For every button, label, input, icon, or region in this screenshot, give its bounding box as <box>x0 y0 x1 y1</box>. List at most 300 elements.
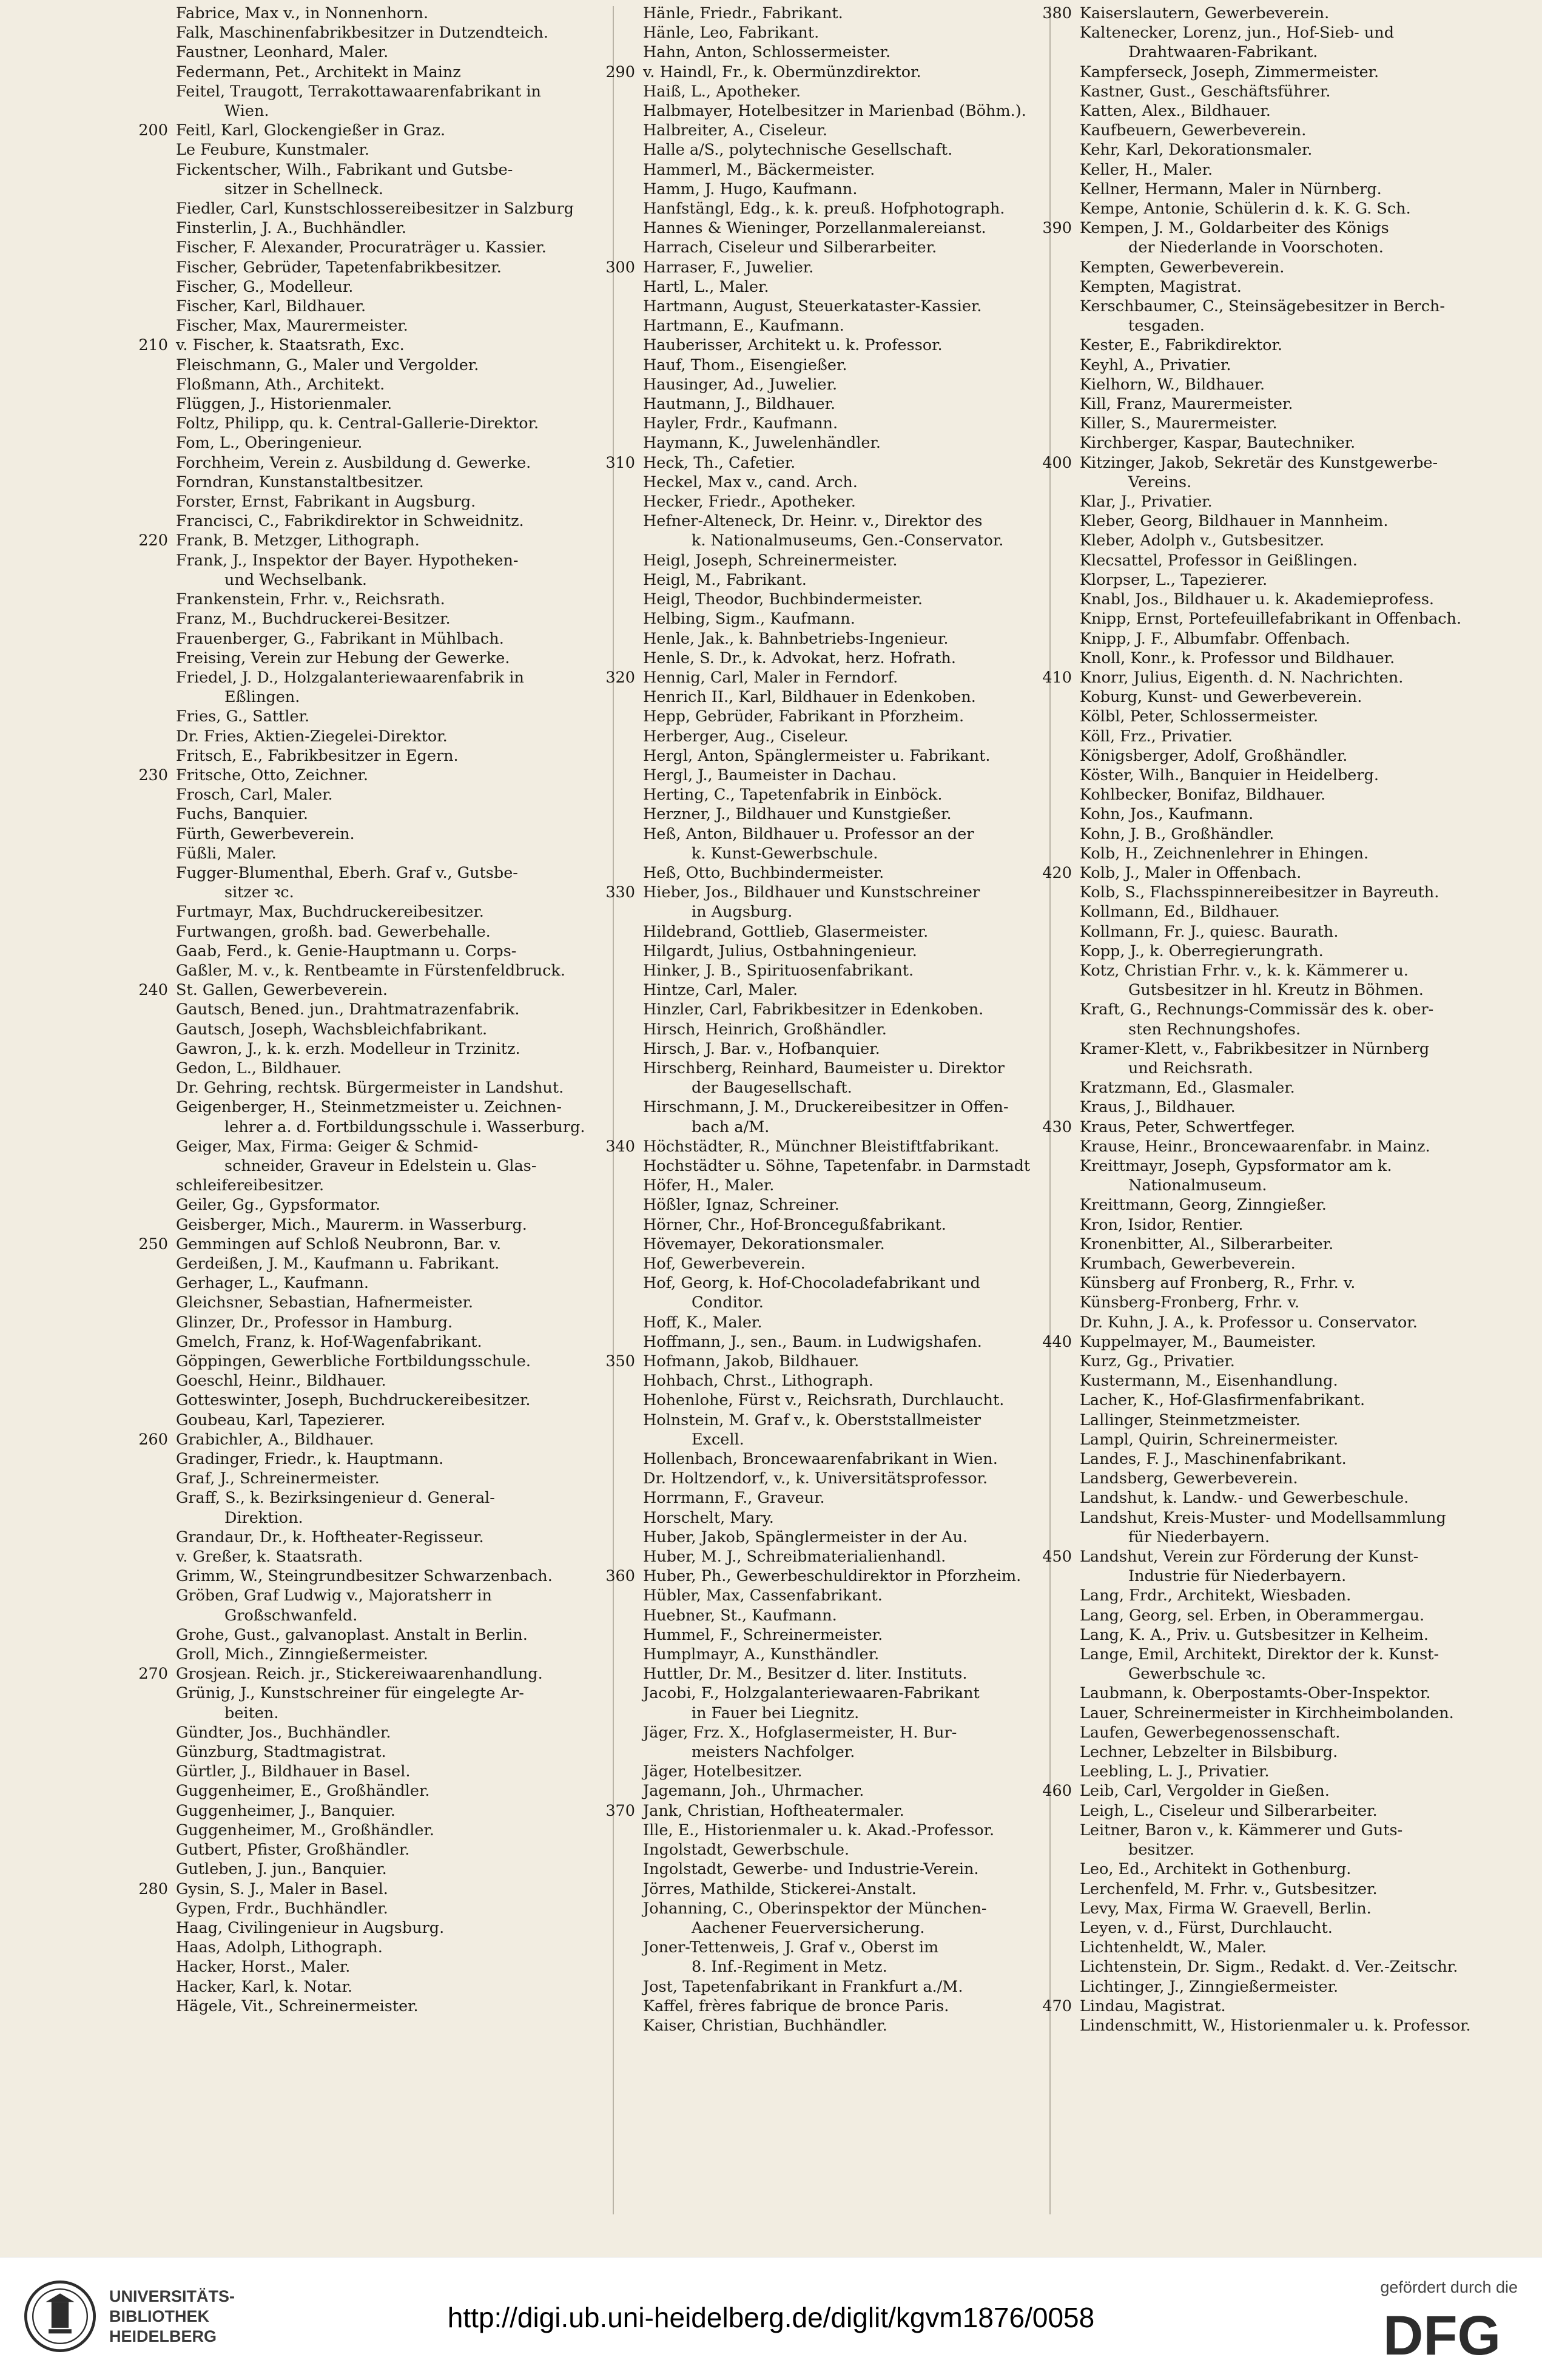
entry-text: Kölbl, Peter, Schlossermeister. <box>1080 707 1319 726</box>
register-entry <box>1042 1332 1517 1352</box>
register-entry <box>1080 785 1517 804</box>
register-entry <box>643 1664 1080 1684</box>
entry-text: Fischer, Gebrüder, Tapetenfabrikbesitzer. <box>176 258 502 277</box>
entry-text: Kuppelmayer, M., Baumeister. <box>1080 1332 1316 1351</box>
register-entry <box>643 1195 1080 1215</box>
entry-text: Goeschl, Heinr., Bildhauer. <box>176 1372 386 1391</box>
entry-continuation: Industrie für Niederbayern. <box>1128 1567 1347 1586</box>
entry-continuation: Excell. <box>692 1430 744 1449</box>
entry-text: Halbmayer, Hotelbesitzer in Marienbad (Böhm.). <box>643 102 1026 121</box>
entry-text: Lange, Emil, Architekt, Direktor der k. Kunst- <box>1080 1645 1439 1664</box>
register-entry <box>176 609 613 629</box>
register-entry <box>1042 1118 1517 1137</box>
register-entry <box>643 1097 1080 1136</box>
register-entry <box>138 1664 613 1684</box>
register-entry <box>1080 902 1517 922</box>
register-entry <box>605 1352 1080 1371</box>
register-entry <box>643 1840 1080 1859</box>
funded-by-label: gefördert durch die <box>1380 2278 1518 2296</box>
entry-text: Knipp, J. F., Albumfabr. Offenbach. <box>1080 629 1350 648</box>
entry-text: Freising, Verein zur Hebung der Gewerke. <box>176 649 510 667</box>
entry-text: Hoff, K., Maler. <box>643 1313 763 1332</box>
entry-text: Kratzmann, Ed., Glasmaler. <box>1080 1079 1295 1097</box>
register-entry <box>1080 942 1517 961</box>
register-entry <box>605 453 1080 473</box>
register-entry <box>1080 160 1517 180</box>
dfg-logo <box>1366 2305 1518 2365</box>
entry-text: Gypen, Frdr., Buchhändler. <box>176 1899 388 1918</box>
entry-continuation: in Fauer bei Liegnitz. <box>692 1704 860 1722</box>
entry-text: Grünig, J., Kunstschreiner für eingelegte Ar- <box>176 1684 524 1703</box>
entry-text: Lang, Frdr., Architekt, Wiesbaden. <box>1080 1586 1352 1605</box>
register-entry <box>643 1762 1080 1781</box>
entry-text: Hilgardt, Julius, Ostbahningenieur. <box>643 942 917 960</box>
entry-number: 420 <box>1042 863 1072 882</box>
entry-text: Landshut, k. Landw.- und Gewerbeschule. <box>1080 1489 1409 1508</box>
register-entry <box>176 1000 613 1019</box>
entry-text: Katten, Alex., Bildhauer. <box>1080 102 1271 121</box>
register-entry <box>643 414 1080 433</box>
entry-text: Krumbach, Gewerbeverein. <box>1080 1255 1296 1273</box>
register-entry <box>1080 180 1517 199</box>
register-entry <box>643 1156 1080 1176</box>
entry-continuation: sitzer ꝛc. <box>224 883 294 902</box>
register-entry <box>1080 23 1517 62</box>
entry-text: Kaufbeuern, Gewerbeverein. <box>1080 121 1307 140</box>
entry-text: Kerschbaumer, C., Steinsägebesitzer in Berch- <box>1080 297 1446 316</box>
register-entry <box>1080 1801 1517 1821</box>
register-entry <box>176 1176 613 1195</box>
register-entry <box>1080 1586 1517 1605</box>
entry-text: Gemmingen auf Schloß Neubronn, Bar. v. <box>176 1235 502 1253</box>
register-entry <box>1080 121 1517 140</box>
entry-text: Lampl, Quirin, Schreinermeister. <box>1080 1430 1339 1449</box>
entry-text: Landes, F. J., Maschinenfabrikant. <box>1080 1450 1347 1469</box>
entry-text: Ingolstadt, Gewerbschule. <box>643 1841 850 1859</box>
register-entry <box>1080 1273 1517 1293</box>
register-entry <box>176 473 613 492</box>
entry-text: Jäger, Hotelbesitzer. <box>643 1762 803 1781</box>
entry-text: Finsterlin, J. A., Buchhändler. <box>176 219 406 238</box>
entry-continuation: sitzer in Schellneck. <box>224 180 383 198</box>
register-entry <box>176 375 613 394</box>
entry-continuation: Eßlingen. <box>224 688 300 707</box>
entry-text: Hennig, Carl, Maler in Ferndorf. <box>643 668 898 687</box>
register-entry <box>1080 511 1517 531</box>
register-entry <box>1080 1645 1517 1684</box>
register-entry <box>643 1879 1080 1899</box>
entry-number: 430 <box>1042 1118 1072 1136</box>
register-entry <box>176 1449 613 1469</box>
register-entry <box>176 140 613 160</box>
register-entry <box>643 1176 1080 1195</box>
entry-number: 360 <box>605 1567 635 1586</box>
entry-text: Heigl, M., Fabrikant. <box>643 570 807 589</box>
register-entry <box>643 1411 1080 1449</box>
register-entry <box>176 1059 613 1078</box>
register-entry <box>176 1097 613 1136</box>
register-entry <box>643 785 1080 804</box>
entry-text: Kohn, Jos., Kaufmann. <box>1080 805 1254 824</box>
register-entry <box>176 1469 613 1488</box>
entry-text: Kester, E., Fabrikdirektor. <box>1080 336 1283 355</box>
register-entry <box>1080 1078 1517 1097</box>
entry-text: Kellner, Hermann, Maler in Nürnberg. <box>1080 180 1382 198</box>
register-entry <box>643 1059 1080 1097</box>
entry-text: Hägele, Vit., Schreinermeister. <box>176 1997 419 2015</box>
entry-text: Lichtinger, J., Zinngießermeister. <box>1080 1977 1339 1996</box>
register-entry <box>176 23 613 42</box>
register-entry <box>1042 1781 1517 1801</box>
entry-text: Köster, Wilh., Banquier in Heidelberg. <box>1080 766 1379 784</box>
entry-number: 290 <box>605 62 635 81</box>
register-entry <box>643 1899 1080 1938</box>
register-entry <box>643 473 1080 492</box>
entry-text: Killer, S., Maurermeister. <box>1080 414 1278 433</box>
entry-text: Künsberg auf Fronberg, R., Frhr. v. <box>1080 1274 1356 1293</box>
register-entry <box>1042 1547 1517 1586</box>
entry-text: Fries, G., Sattler. <box>176 707 310 726</box>
register-entry <box>176 297 613 316</box>
entry-text: Hinzler, Carl, Fabrikbesitzer in Edenkoben. <box>643 1000 984 1019</box>
register-entry <box>138 980 613 1000</box>
entry-text: Kehr, Karl, Dekorationsmaler. <box>1080 141 1313 160</box>
entry-text: Kronenbitter, Al., Silberarbeiter. <box>1080 1235 1334 1253</box>
entry-number: 270 <box>138 1665 168 1684</box>
register-entry <box>176 1918 613 1938</box>
entry-text: Herzner, J., Bildhauer und Kunstgießer. <box>643 805 952 824</box>
register-entry <box>1080 1625 1517 1645</box>
entry-number: 250 <box>138 1235 168 1253</box>
entry-text: Lindau, Magistrat. <box>1080 1997 1226 2015</box>
register-entry <box>643 1508 1080 1528</box>
entry-text: Landsberg, Gewerbeverein. <box>1080 1469 1298 1488</box>
register-entry <box>643 746 1080 766</box>
register-entry <box>643 766 1080 785</box>
entry-text: Hahn, Anton, Schlossermeister. <box>643 43 891 62</box>
register-entry <box>643 356 1080 375</box>
register-entry <box>1080 629 1517 649</box>
entry-text: Fuchs, Banquier. <box>176 805 308 824</box>
register-entry <box>1080 727 1517 746</box>
register-entry <box>138 1235 613 1254</box>
entry-text: Huttler, Dr. M., Besitzer d. liter. Instituts. <box>643 1665 968 1684</box>
register-entry <box>643 687 1080 707</box>
register-entry <box>643 1254 1080 1273</box>
register-entry <box>643 316 1080 335</box>
entry-number: 300 <box>605 258 635 277</box>
register-entry <box>643 1273 1080 1312</box>
entry-text: Guggenheimer, M., Großhändler. <box>176 1821 434 1839</box>
register-entry <box>1042 1997 1517 2016</box>
entry-text: Kraus, J., Bildhauer. <box>1080 1098 1236 1117</box>
register-entry <box>643 863 1080 883</box>
entry-text: Hacker, Horst., Maler. <box>176 1958 351 1977</box>
entry-text: Kempten, Magistrat. <box>1080 277 1242 296</box>
entry-text: Krause, Heinr., Broncewaarenfabr. in Mainz. <box>1080 1137 1430 1156</box>
register-entry <box>176 1645 613 1664</box>
dfg-logo-text: DFG <box>1382 2305 1501 2365</box>
entry-text: Furtmayr, Max, Buchdruckereibesitzer. <box>176 903 484 922</box>
entry-text: Laubmann, k. Oberpostamts-Ober-Inspektor. <box>1080 1684 1431 1703</box>
library-name-line: BIBLIOTHEK <box>109 2307 209 2325</box>
entry-continuation: Wien. <box>224 102 269 121</box>
register-entry <box>643 804 1080 824</box>
register-entry <box>643 1332 1080 1352</box>
register-entry <box>1080 1352 1517 1371</box>
register-entry <box>176 649 613 668</box>
entry-text: Lichtenstein, Dr. Sigm., Redakt. d. Ver.-Zeitschr. <box>1080 1958 1458 1977</box>
register-entry <box>643 82 1080 101</box>
entry-text: Forster, Ernst, Fabrikant in Augsburg. <box>176 493 476 511</box>
entry-text: Hofmann, Jakob, Bildhauer. <box>643 1352 860 1371</box>
register-entry <box>1080 1254 1517 1273</box>
entry-text: Helbing, Sigm., Kaufmann. <box>643 610 855 629</box>
register-entry <box>1080 1938 1517 1957</box>
entry-number: 210 <box>138 336 168 355</box>
entry-text: Hirschberg, Reinhard, Baumeister u. Direktor <box>643 1059 1005 1077</box>
register-entry <box>1080 1859 1517 1879</box>
entry-text: Hartmann, August, Steuerkataster-Kassier. <box>643 297 982 316</box>
entry-text: Franz, M., Buchdruckerei-Besitzer. <box>176 610 451 629</box>
entry-text: Keller, H., Maler. <box>1080 160 1213 179</box>
register-entry <box>176 492 613 511</box>
register-entry <box>1080 1449 1517 1469</box>
register-entry <box>643 238 1080 257</box>
register-entry <box>176 804 613 824</box>
register-entry <box>643 180 1080 199</box>
register-entry <box>176 961 613 980</box>
entry-text: Herberger, Aug., Ciseleur. <box>643 727 849 746</box>
entry-text: Hayler, Frdr., Kaufmann. <box>643 414 838 433</box>
entry-text: Huber, M. J., Schreibmaterialienhandl. <box>643 1548 946 1566</box>
entry-continuation: Aachener Feuerversicherung. <box>692 1918 925 1937</box>
register-entry <box>643 297 1080 316</box>
register-entry <box>176 1899 613 1918</box>
register-entry <box>643 1528 1080 1547</box>
register-entry <box>1080 2016 1517 2035</box>
register-entry <box>138 335 613 355</box>
entry-text: Köll, Frz., Privatier. <box>1080 727 1233 746</box>
register-entry <box>176 1313 613 1332</box>
entry-text: Lichtenheldt, W., Maler. <box>1080 1938 1267 1957</box>
entry-continuation: Nationalmuseum. <box>1128 1176 1267 1195</box>
entry-text: Heigl, Theodor, Buchbindermeister. <box>643 590 923 609</box>
register-entry <box>1042 863 1517 883</box>
entry-text: Dr. Kuhn, J. A., k. Professor u. Conservator. <box>1080 1313 1418 1332</box>
register-entry <box>1080 766 1517 785</box>
register-entry <box>176 414 613 433</box>
register-entry <box>1080 551 1517 570</box>
entry-text: Fiedler, Carl, Kunstschlossereibesitzer in Salzburg <box>176 200 574 218</box>
entry-text: Horschelt, Mary. <box>643 1508 774 1527</box>
entry-text: Geisberger, Mich., Maurerm. in Wasserburg. <box>176 1215 527 1234</box>
entry-text: Kollmann, Ed., Bildhauer. <box>1080 903 1280 922</box>
register-entry <box>176 1625 613 1645</box>
entry-text: Höchstädter, R., Münchner Bleistiftfabrikant. <box>643 1137 1000 1156</box>
register-entry <box>605 1566 1080 1586</box>
register-entry <box>176 1859 613 1879</box>
register-entry <box>176 42 613 62</box>
entry-text: Herting, C., Tapetenfabrik in Einböck. <box>643 786 943 804</box>
entry-text: Leebling, L. J., Privatier. <box>1080 1762 1270 1781</box>
register-entry <box>643 1684 1080 1722</box>
register-entry <box>643 649 1080 668</box>
entry-text: Dr. Fries, Aktien-Ziegelei-Direktor. <box>176 727 448 746</box>
entry-text: Kramer-Klett, v., Fabrikbesitzer in Nürnberg <box>1080 1039 1430 1058</box>
register-entry <box>176 356 613 375</box>
register-entry <box>643 23 1080 42</box>
register-entry <box>176 902 613 922</box>
register-entry <box>1080 844 1517 863</box>
entry-text: Lauer, Schreinermeister in Kirchheimbolanden. <box>1080 1704 1454 1722</box>
entry-text: Kempen, J. M., Goldarbeiter des Königs <box>1080 219 1389 238</box>
entry-text: Fom, L., Oberingenieur. <box>176 434 363 453</box>
register-entry <box>176 1254 613 1273</box>
entry-text: Kolb, H., Zeichnenlehrer in Ehingen. <box>1080 844 1369 863</box>
entry-text: Günzburg, Stadtmagistrat. <box>176 1743 386 1762</box>
entry-text: Graff, S., k. Bezirksingenieur d. General- <box>176 1489 495 1508</box>
register-entry <box>176 1195 613 1215</box>
entry-text: Hoffmann, J., sen., Baum. in Ludwigshafen. <box>643 1332 982 1351</box>
entry-continuation: sten Rechnungshofes. <box>1128 1020 1301 1039</box>
register-entry <box>1080 922 1517 942</box>
entry-text: Landshut, Verein zur Förderung der Kunst- <box>1080 1548 1419 1566</box>
register-entry <box>176 1528 613 1547</box>
entry-number: 260 <box>138 1430 168 1449</box>
register-entry <box>1080 1313 1517 1332</box>
register-entry <box>1080 1821 1517 1859</box>
register-entry <box>1080 1215 1517 1235</box>
register-entry <box>643 1020 1080 1039</box>
entry-text: Leib, Carl, Vergolder in Gießen. <box>1080 1782 1330 1801</box>
entry-text: Gotteswinter, Joseph, Buchdruckereibesitzer. <box>176 1391 531 1410</box>
permalink-url[interactable]: http://digi.ub.uni-heidelberg.de/diglit/kgvm1876/0058 <box>447 2302 1095 2333</box>
entry-text: Hintze, Carl, Maler. <box>643 981 798 1000</box>
entry-text: Fritsche, Otto, Zeichner. <box>176 766 369 784</box>
register-entry <box>176 1801 613 1821</box>
entry-text: Jagemann, Joh., Uhrmacher. <box>643 1782 864 1801</box>
register-entry <box>176 1332 613 1352</box>
register-entry <box>643 277 1080 297</box>
entry-continuation: lehrer a. d. Fortbildungsschule i. Wasserburg. <box>224 1118 585 1136</box>
entry-text: Lechner, Lebzelter in Bilsbiburg. <box>1080 1743 1338 1762</box>
entry-text: Fischer, G., Modelleur. <box>176 277 354 296</box>
entry-continuation: Direktion. <box>224 1508 303 1527</box>
register-entry <box>643 218 1080 238</box>
entry-text: Kotz, Christian Frhr. v., k. k. Kämmerer u. <box>1080 961 1409 980</box>
register-entry <box>605 883 1080 922</box>
register-entry <box>1080 199 1517 218</box>
register-entry <box>138 766 613 785</box>
footer-bar <box>0 2257 1542 2380</box>
entry-text: Hövemayer, Dekorationsmaler. <box>643 1235 885 1253</box>
entry-text: Huebner, St., Kaufmann. <box>643 1606 837 1625</box>
entry-text: Kempe, Antonie, Schülerin d. k. K. G. Sch. <box>1080 200 1411 218</box>
register-entry <box>1080 394 1517 414</box>
entry-continuation: in Augsburg. <box>692 903 793 922</box>
entry-text: Jacobi, F., Holzgalanteriewaaren-Fabrikant <box>643 1684 980 1703</box>
entry-text: St. Gallen, Gewerbeverein. <box>176 981 388 1000</box>
entry-text: Dr. Holtzendorf, v., k. Universitätsprofessor. <box>643 1469 988 1488</box>
entry-text: Hof, Georg, k. Hof-Chocoladefabrikant und <box>643 1274 980 1293</box>
entry-text: Lacher, K., Hof-Glasfirmenfabrikant. <box>1080 1391 1365 1410</box>
entry-text: Kolb, S., Flachsspinnereibesitzer in Bayreuth. <box>1080 883 1439 902</box>
entry-text: Le Feubure, Kunstmaler. <box>176 141 369 160</box>
register-entry <box>1080 277 1517 297</box>
entry-text: Halle a/S., polytechnische Gesellschaft. <box>643 141 953 160</box>
register-entry <box>1080 1684 1517 1703</box>
entry-text: Fischer, Max, Maurermeister. <box>176 317 408 335</box>
entry-continuation: und Reichsrath. <box>1128 1059 1253 1077</box>
entry-text: Kohn, J. B., Großhändler. <box>1080 824 1274 843</box>
entry-text: Haas, Adolph, Lithograph. <box>176 1938 383 1957</box>
register-entry <box>643 824 1080 863</box>
register-entry <box>643 570 1080 590</box>
entry-text: Frank, B. Metzger, Lithograph. <box>176 531 420 550</box>
register-entry <box>643 1488 1080 1508</box>
register-entry <box>1080 570 1517 590</box>
entry-text: Frauenberger, G., Fabrikant in Mühlbach. <box>176 629 504 648</box>
entry-text: Hildebrand, Gottlieb, Glasermeister. <box>643 922 929 941</box>
entry-continuation: Vereins. <box>1128 473 1192 491</box>
register-entry <box>643 980 1080 1000</box>
register-entry <box>1080 1977 1517 1997</box>
entry-continuation: der Baugesellschaft. <box>692 1079 852 1097</box>
register-entry <box>1080 1293 1517 1312</box>
register-entry <box>176 844 613 863</box>
entry-text: Füßli, Maler. <box>176 844 277 863</box>
entry-number: 330 <box>605 883 635 902</box>
entry-text: Jörres, Mathilde, Stickerei-Anstalt. <box>643 1879 917 1898</box>
library-name-line: UNIVERSITÄTS- <box>109 2287 235 2305</box>
entry-text: Fleischmann, G., Maler und Vergolder. <box>176 356 479 374</box>
register-entry <box>643 1449 1080 1469</box>
entry-text: Gedon, L., Bildhauer. <box>176 1059 342 1077</box>
entry-text: Kreittmann, Georg, Zinngießer. <box>1080 1196 1327 1215</box>
register-entry <box>176 1684 613 1722</box>
register-entry <box>643 1371 1080 1391</box>
entry-number: 390 <box>1042 219 1072 238</box>
register-entry <box>643 375 1080 394</box>
register-entry <box>1080 1430 1517 1449</box>
entry-number: 400 <box>1042 453 1072 472</box>
register-entry <box>1080 1762 1517 1781</box>
entry-continuation: für Niederbayern. <box>1128 1528 1270 1546</box>
register-entry <box>643 511 1080 550</box>
entry-text: Hänle, Friedr., Fabrikant. <box>643 4 843 22</box>
entry-text: Forndran, Kunstanstaltbesitzer. <box>176 473 424 491</box>
entry-text: Grosjean. Reich. jr., Stickereiwaarenhandlung. <box>176 1665 543 1684</box>
entry-text: Laufen, Gewerbegenossenschaft. <box>1080 1723 1341 1742</box>
entry-text: Kolb, J., Maler in Offenbach. <box>1080 863 1302 882</box>
register-entry <box>643 629 1080 649</box>
entry-number: 350 <box>605 1352 635 1371</box>
entry-text: Federmann, Pet., Architekt in Mainz <box>176 62 461 81</box>
register-entry <box>643 1235 1080 1254</box>
register-entry <box>1042 218 1517 257</box>
register-entry <box>1080 1704 1517 1723</box>
register-entry <box>176 1391 613 1410</box>
register-entry <box>1080 649 1517 668</box>
entry-text: Gündter, Jos., Buchhändler. <box>176 1723 391 1742</box>
entry-text: Heß, Anton, Bildhauer u. Professor an der <box>643 824 974 843</box>
register-entry <box>1080 1742 1517 1762</box>
entry-text: Hanfstängl, Edg., k. k. preuß. Hofphotograph. <box>643 200 1005 218</box>
register-entry <box>1080 1097 1517 1117</box>
entry-text: Kastner, Gust., Geschäftsführer. <box>1080 82 1331 101</box>
register-entry <box>643 1781 1080 1801</box>
